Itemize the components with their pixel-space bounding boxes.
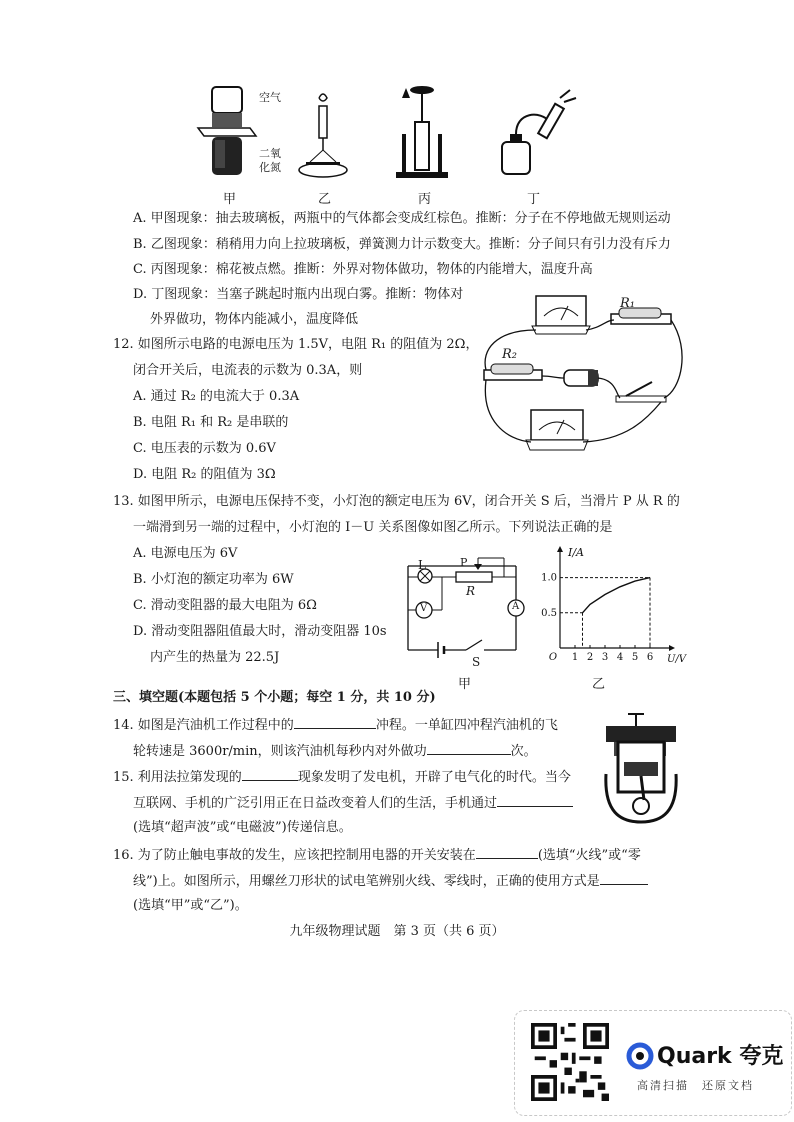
x-tick-label: 4 xyxy=(616,652,624,663)
switch-icon xyxy=(616,382,666,402)
jar-figure-jia xyxy=(198,87,256,175)
q14-text-a1: 14. 如图是汽油机工作过程中的 xyxy=(113,718,294,733)
circuit-label-v: V xyxy=(420,603,428,614)
q14-blank-1[interactable] xyxy=(294,715,376,729)
rheostat-r xyxy=(456,572,492,582)
bottle-pump-figure-ding xyxy=(502,90,576,174)
q16-line-3: (选填“甲”或“乙”)。 xyxy=(133,898,248,913)
y-axis-label: I/A xyxy=(568,546,584,559)
q13-option-a: A. 电源电压为 6V xyxy=(133,546,238,561)
spring-scale-figure-yi xyxy=(299,94,347,177)
q12-option-d: D. 电阻 R₂ 的阻值为 3Ω xyxy=(133,467,276,482)
quark-logo-text: Quark 夸克 xyxy=(657,1044,784,1069)
q15-line-2 xyxy=(133,793,573,813)
q13-option-b: B. 小灯泡的额定功率为 6W xyxy=(133,572,294,587)
q15-text-a1: 15. 利用法拉第发现的 xyxy=(113,770,242,785)
x-axis-arrow xyxy=(669,645,675,651)
q16-text-b1: 线”)上。如图所示，用螺丝刀形状的试电笔辨别火线、零线时，正确的使用方式是 xyxy=(133,874,600,889)
label-air: 空气 xyxy=(259,91,281,104)
caption-jia: 甲 xyxy=(223,192,237,207)
y-tick-label: 0.5 xyxy=(541,607,557,619)
y-axis-arrow xyxy=(557,546,563,552)
engine-cylinder-figure xyxy=(600,712,682,824)
q13-option-d: D. 滑动变阻器阻值最大时，滑动变阻器 10s xyxy=(133,624,387,639)
quark-subtitle: 高清扫描 还原文档 xyxy=(637,1079,754,1092)
circuit-label-p: P xyxy=(460,556,468,569)
battery-icon xyxy=(564,370,598,386)
label-no2-a: 二氧 xyxy=(259,147,281,160)
q13-option-c: C. 滑动变阻器的最大电阻为 6Ω xyxy=(133,598,317,613)
q14-line-1 xyxy=(113,715,558,735)
iu-chart xyxy=(540,546,687,668)
q12-option-a: A. 通过 R₂ 的电流大于 0.3A xyxy=(133,389,300,404)
q16-text-a1: 16. 为了防止触电事故的发生，应该把控制用电器的开关安装在 xyxy=(113,848,476,863)
q16-blank-2[interactable] xyxy=(600,871,648,885)
quark-logo-icon xyxy=(627,1043,653,1069)
fire-syringe-figure-bing xyxy=(396,86,448,178)
page-footer: 九年级物理试题 第 3 页（共 6 页） xyxy=(289,924,505,939)
caption-bing: 丙 xyxy=(418,192,432,207)
q11-option-d-cont: 外界做功，物体内能减小，温度降低 xyxy=(150,312,359,327)
q12-stem-1: 12. 如图所示电路的电源电压为 1.5V，电阻 R₁ 的阻值为 2Ω， xyxy=(113,337,479,352)
q12-option-c: C. 电压表的示数为 0.6V xyxy=(133,441,276,456)
x-tick-label: 6 xyxy=(646,652,654,663)
q11-option-d: D. 丁图现象：当塞子跳起时瓶内出现白雾。推断：物体对 xyxy=(133,287,464,302)
chart-caption-yi: 乙 xyxy=(592,677,606,692)
q15-text-a2: 现象发明了发电机，开辟了电气化的时代。当今 xyxy=(297,770,571,785)
q15-line-3: (选填“超声波”或“电磁波”)传递信息。 xyxy=(133,820,352,835)
q15-blank-2[interactable] xyxy=(497,793,573,807)
y-tick-label: 1.0 xyxy=(541,572,557,584)
x-tick-label: 5 xyxy=(631,652,639,663)
circuit-label-s: S xyxy=(472,655,481,669)
q16-blank-1[interactable] xyxy=(476,845,538,859)
q11-option-a: A. 甲图现象：抽去玻璃板，两瓶中的气体都会变成红棕色。推断：分子在不停地做无规则运动 xyxy=(133,211,671,226)
q12-stem-2: 闭合开关后，电流表的示数为 0.3A，则 xyxy=(133,363,363,378)
qr-code-icon xyxy=(531,1023,609,1101)
circuit-label-r: R xyxy=(466,584,476,598)
x-tick-label: 3 xyxy=(601,652,609,663)
q12-option-b: B. 电阻 R₁ 和 R₂ 是串联的 xyxy=(133,415,289,430)
q11-option-c: C. 丙图现象：棉花被点燃。推断：外界对物体做功，物体的内能增大，温度升高 xyxy=(133,262,593,277)
label-r2: R₂ xyxy=(502,347,517,362)
x-axis-label: U/V xyxy=(667,654,687,665)
iu-curve xyxy=(583,578,651,613)
q16-text-a2: (选填“火线”或“零 xyxy=(537,848,641,863)
q14-text-b2: 次。 xyxy=(510,744,537,759)
circuit-caption-jia: 甲 xyxy=(458,677,472,692)
circuit-label-l: L xyxy=(418,558,426,572)
resistor-r2-icon xyxy=(484,364,542,380)
q14-text-b1: 轮转速是 3600r/min，则该汽油机每秒内对外做功 xyxy=(133,744,427,759)
q11-figures xyxy=(190,82,610,207)
q13-stem-1: 13. 如图甲所示，电源电压保持不变，小灯泡的额定电压为 6V，闭合开关 S 后，当滑片 P 从 R 的 xyxy=(113,494,680,509)
section3-title: 三、填空题(本题包括 5 个小题；每空 1 分，共 10 分) xyxy=(113,690,436,705)
q13-circuit-diagram xyxy=(398,556,528,666)
q16-line-1 xyxy=(113,845,641,865)
q14-text-a2: 冲程。一单缸四冲程汽油机的飞 xyxy=(375,718,558,733)
switch-s xyxy=(466,640,482,650)
quark-badge xyxy=(514,1010,792,1116)
q15-line-1 xyxy=(113,767,571,787)
q16-line-2 xyxy=(133,871,648,891)
caption-ding: 丁 xyxy=(527,192,541,207)
ammeter-icon xyxy=(532,296,590,334)
q12-circuit-figure xyxy=(476,290,686,470)
voltmeter-icon xyxy=(526,410,588,450)
q14-blank-2[interactable] xyxy=(427,741,511,755)
caption-yi: 乙 xyxy=(318,192,332,207)
label-no2-b: 化氮 xyxy=(259,161,281,174)
x-tick-label: 2 xyxy=(586,652,594,663)
q13-stem-2: 一端滑到另一端的过程中，小灯泡的 I－U 关系图像如图乙所示。下列说法正确的是 xyxy=(133,520,613,535)
q15-blank-1[interactable] xyxy=(242,767,298,781)
q11-option-b: B. 乙图现象：稍稍用力向上拉玻璃板，弹簧测力计示数变大。推断：分子间只有引力没有斥力 xyxy=(133,237,671,252)
q13-option-d-cont: 内产生的热量为 22.5J xyxy=(150,650,280,665)
q15-text-b1: 互联网、手机的广泛引用正在日益改变着人们的生活，手机通过 xyxy=(133,796,498,811)
label-r1: R₁ xyxy=(620,296,635,311)
origin-label: O xyxy=(548,652,558,663)
q14-line-2 xyxy=(133,741,537,761)
circuit-label-a: A xyxy=(512,601,520,612)
x-tick-label: 1 xyxy=(571,652,579,663)
